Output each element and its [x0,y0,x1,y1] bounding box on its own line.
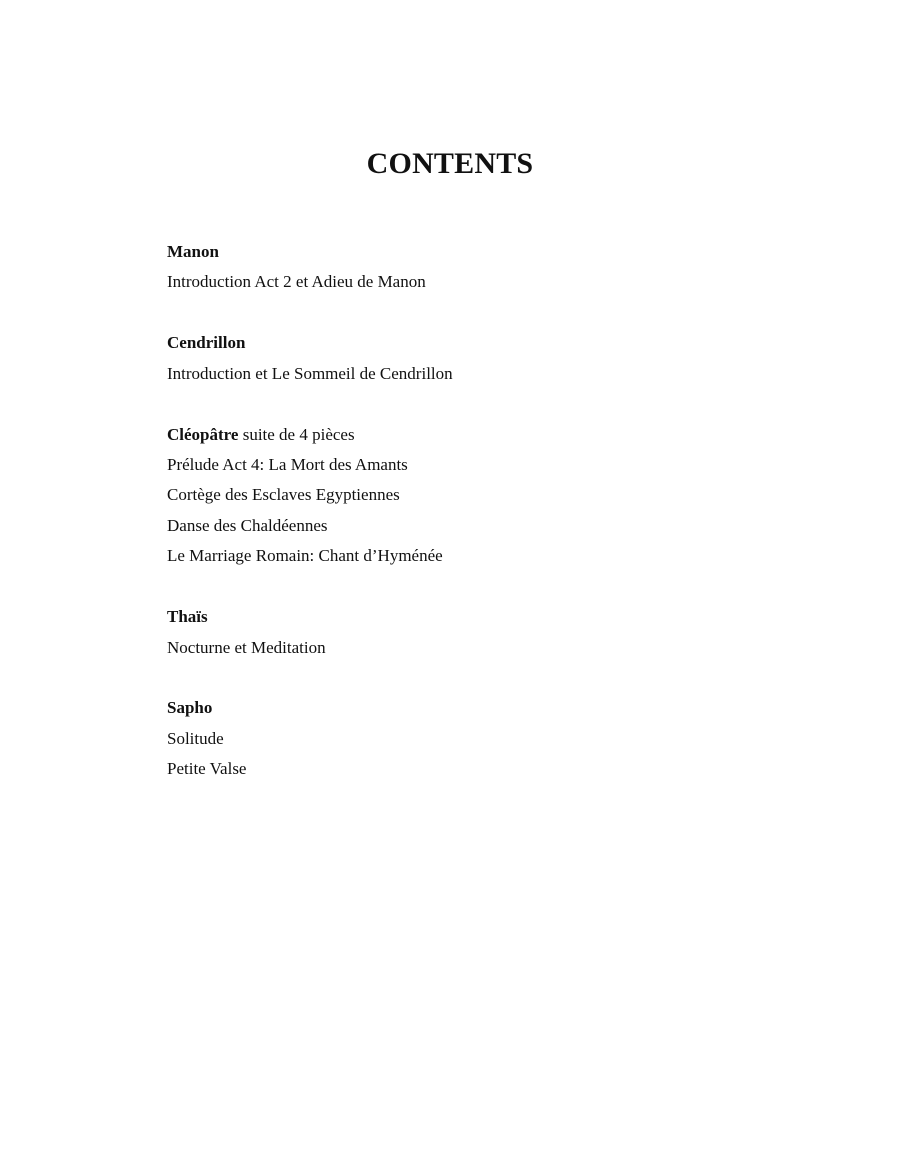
section-cleopatre [167,420,807,572]
work-heading [167,602,807,632]
piece-item: Petite Valse [167,759,247,779]
piece-item: Solitude [167,728,224,748]
work-title: Thaïs [167,607,208,627]
work-heading [167,237,807,267]
section-cendrillon [167,328,807,389]
work-heading [167,420,807,450]
piece-item: Danse des Chaldéennes [167,515,328,535]
section-thais [167,602,807,663]
work-title: Cendrillon [167,333,246,353]
piece-item: Nocturne et Meditation [167,637,326,657]
work-heading [167,328,807,358]
work-heading [167,693,807,723]
piece-item: Introduction Act 2 et Adieu de Manon [167,272,426,292]
contents-list [167,237,807,815]
piece-item: Le Marriage Romain: Chant d’Hyménée [167,546,443,566]
section-manon [167,237,807,298]
piece-item: Introduction et Le Sommeil de Cendrillon [167,363,453,383]
work-title: Cléopâtre [167,424,239,444]
section-sapho [167,693,807,784]
piece-item: Prélude Act 4: La Mort des Amants [167,455,408,475]
page-title: CONTENTS [366,147,534,180]
work-title: Manon [167,242,219,261]
work-title: Sapho [167,698,213,718]
work-subtitle: suite de 4 pièces [238,424,355,444]
piece-item: Cortège des Esclaves Egyptiennes [167,485,400,505]
